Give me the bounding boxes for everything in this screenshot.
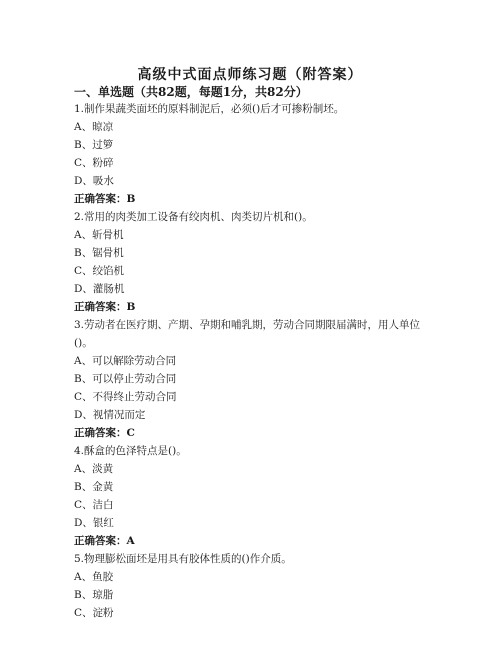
correct-answer: 正确答案：C [74,427,135,439]
option-b: B、琼脂 [74,589,114,601]
question-item [74,100,434,208]
question-stem: 2.常用的肉类加工设备有绞肉机、肉类切片机和()。 [74,211,313,223]
question-stem-line-1: 3.劳动者在医疗期、产期、孕期和哺乳期，劳动合同期限届满时，用人单位 [74,319,421,331]
question-item [74,208,434,316]
option-a: A、鱼胶 [74,571,114,583]
question-list [74,100,434,622]
option-d: D、灌肠机 [74,283,125,295]
option-b: B、可以停止劳动合同 [74,373,177,385]
question-stem: 1.制作果蔬类面坯的原料制泥后，必须()后才可掺粉制坯。 [74,103,345,115]
correct-answer: 正确答案：B [74,301,136,313]
question-item [74,442,434,550]
option-a: A、可以解除劳动合同 [74,355,177,367]
option-a: A、斩骨机 [74,229,124,241]
option-d: D、银红 [74,517,114,529]
option-b: B、过箩 [74,139,114,151]
option-c: C、不得终止劳动合同 [74,391,177,403]
section-heading: 一、单选题（共82题，每题1分，共82分） [74,85,308,99]
question-stem-line-2: ()。 [74,337,93,349]
option-a: A、淡黄 [74,463,114,475]
correct-answer: 正确答案：A [74,535,135,547]
option-c: C、洁白 [74,499,114,511]
option-a: A、晾凉 [74,121,114,133]
question-stem: 4.酥盒的色泽特点是()。 [74,445,187,457]
question-item [74,316,434,442]
option-b: B、锯骨机 [74,247,124,259]
document-title: 高级中式面点师练习题（附答案） [137,67,363,83]
question-stem: 5.物理膨松面坯是用具有胶体性质的()作介质。 [74,553,292,565]
option-d: D、吸水 [74,175,114,187]
option-c: C、淀粉 [74,607,114,619]
question-item [74,550,434,622]
option-c: C、绞馅机 [74,265,125,277]
option-d: D、视情况而定 [74,409,146,421]
correct-answer: 正确答案：B [74,193,136,205]
option-b: B、金黄 [74,481,114,493]
option-c: C、粉碎 [74,157,114,169]
